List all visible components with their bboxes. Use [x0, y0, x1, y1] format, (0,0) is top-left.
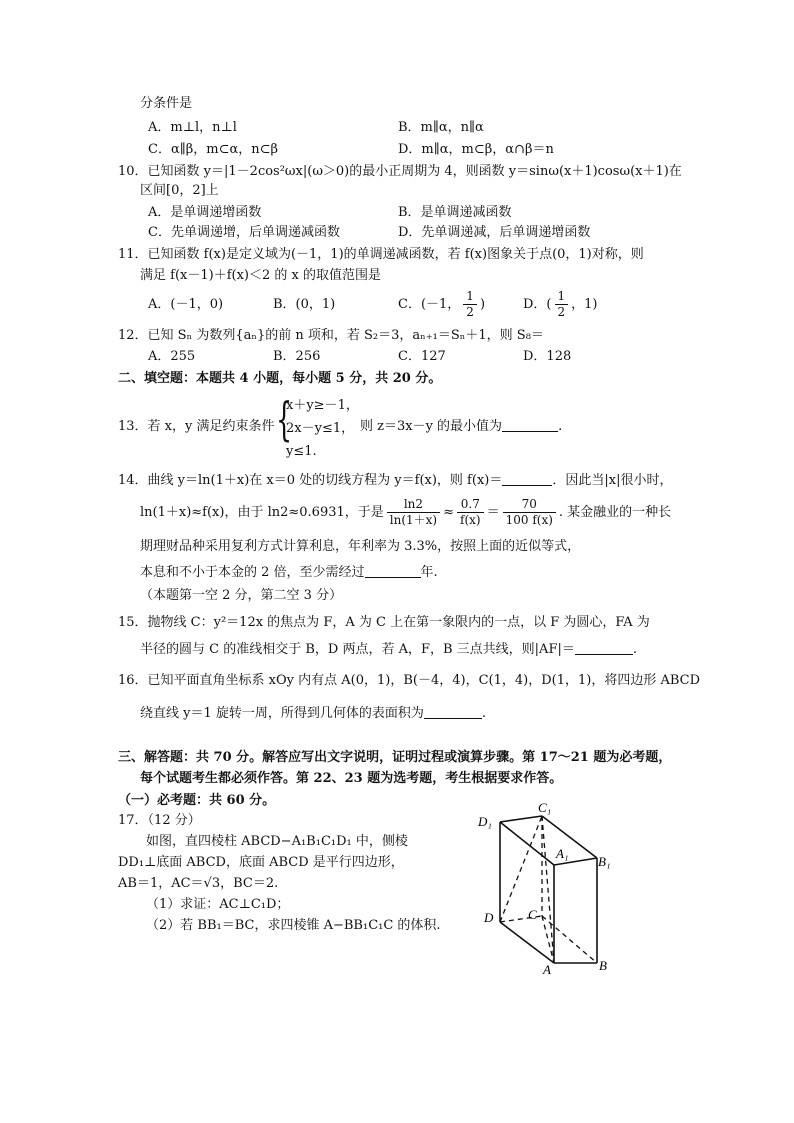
label-b1: B₁ [598, 854, 611, 869]
q17-line1: 如图，直四棱柱 ABCD−A₁B₁C₁D₁ 中，侧棱 [146, 834, 408, 849]
label-a: A [543, 962, 551, 977]
q14-line3: 期理财品种采用复利方式计算利息，年利率为 3.3%，按照上面的近似等式， [140, 539, 581, 554]
q9-option-b: B．m∥α，n∥α [398, 120, 484, 135]
label-c1: C₁ [538, 802, 552, 815]
q11-option-d: D．( $\frac{1}{2}$ ，1) [523, 289, 598, 319]
q17-line2: DD₁⊥底面 ABCD，底面 ABCD 是平行四边形， [118, 855, 404, 870]
section3-subheading: （一）必考题：共 60 分。 [118, 793, 276, 808]
label-b: B [599, 958, 607, 973]
q14-answer-blank-1[interactable] [502, 473, 552, 486]
prism-figure [470, 802, 620, 982]
q12-option-c: C．127 [398, 349, 446, 364]
q13-stem: 13．若 x，y 满足约束条件 [118, 419, 275, 434]
q14-line1: 14．曲线 y＝ln(1＋x)在 x＝0 处的切线方程为 y＝f(x)，则 f(x)＝ ．因此当|x|很小时， [118, 473, 673, 488]
q14-line4: 本息和不小于本金的 2 倍，至少需经过 年. [140, 565, 438, 580]
q13-constraint-3: y≤1. [286, 444, 317, 459]
q15-answer-blank[interactable] [575, 642, 633, 655]
q17-part2: （2）若 BB₁＝BC，求四棱锥 A−BB₁C₁C 的体积. [146, 918, 441, 933]
q15-line2: 半径的圆与 C 的准线相交于 B，D 两点，若 A，F，B 三点共线，则|AF|＝ . [140, 642, 637, 657]
q12-stem: 12．已知 Sₙ 为数列{aₙ}的前 n 项和，若 S₂＝3，aₙ₊₁＝Sₙ＋1，则 S₈＝ [118, 328, 544, 343]
section3-heading-line2: 每个试题考生都必须作答。第 22、23 题为选考题，考生根据要求作答。 [140, 771, 563, 786]
q10-option-b: B．是单调递减函数 [398, 205, 512, 220]
q9-option-d: D．m∥α，m⊂β，α∩β＝n [398, 142, 554, 157]
section2-heading: 二、填空题：本题共 4 小题，每小题 5 分，共 20 分。 [118, 371, 442, 386]
q17-part1: （1）求证：AC⊥C₁D； [146, 897, 290, 912]
q11-option-c: C．(－1， $\frac{1}{2}$ ) [398, 289, 486, 319]
q12-option-d: D．128 [523, 349, 572, 364]
q9-tail: 分条件是 [140, 96, 193, 111]
q13-brace: { [276, 392, 293, 446]
edge-c1b1 [542, 816, 597, 858]
q9-option-a: A．m⊥l，n⊥l [148, 120, 237, 135]
q11-option-a: A．(－1，0) [148, 297, 224, 312]
q9-option-c: C．α∥β，m⊂α，n⊂β [148, 142, 279, 157]
q10-option-d: D．先单调递减，后单调递增函数 [398, 225, 591, 240]
q16-line2: 绕直线 y＝1 旋转一周，所得到几何体的表面积为 . [140, 706, 487, 721]
q16-line1: 16．已知平面直角坐标系 xOy 内有点 A(0，1)，B(－4，4)，C(1，4)，D(1，1)，将四边形 ABCD [118, 673, 701, 688]
q11-option-b: B．(0，1) [273, 297, 336, 312]
q10-option-a: A．是单调递增函数 [148, 205, 262, 220]
q14-answer-blank-2[interactable] [365, 565, 421, 578]
q12-option-a: A．255 [148, 349, 196, 364]
edge-da [500, 922, 554, 963]
q13-question: 则 z＝3x－y 的最小值为 . [360, 419, 563, 434]
q16-answer-blank[interactable] [424, 706, 482, 719]
label-a1: A₁ [556, 846, 569, 861]
q11-stem-line2: 满足 f(x－1)＋f(x)＜2 的 x 的取值范围是 [140, 268, 381, 283]
label-d: D [484, 910, 494, 925]
q12-option-b: B．256 [273, 349, 321, 364]
edge-cb-hidden [542, 916, 597, 963]
label-d1: D₁ [478, 814, 492, 829]
q14-scoring-note: （本题第一空 2 分，第二空 3 分） [140, 588, 343, 603]
q17-line3: AB＝1，AC＝√3，BC＝2. [118, 876, 279, 891]
section3-heading-line1: 三、解答题：共 70 分。解答应写出文字说明，证明过程或演算步骤。第 17～21 题为必考题， [118, 750, 672, 765]
label-c: C [528, 907, 537, 922]
q13-constraint-1: x＋y≥－1， [286, 398, 359, 413]
q15-line1: 15．抛物线 C：y²＝12x 的焦点为 F，A 为 C 上在第一象限内的一点，以 F 为圆心，FA 为 [118, 615, 650, 630]
q14-line2: ln(1＋x)≈f(x)，由于 ln2≈0.6931，于是 $\frac{\ln 2}{\ln(1+x)}$ ≈ $\frac{0.7}{f(x)}$ ＝ $\frac{70}{100 f(x)}$ . 某金融业的一种长 [140, 497, 672, 527]
q10-stem-line1: 10．已知函数 y＝|1－2cos²ωx|(ω＞0)的最小正周期为 4，则函数 y＝sinω(x＋1)cosω(x＋1)在 [118, 164, 682, 179]
q17-heading: 17．（12 分） [118, 813, 201, 828]
edge-a1d1 [500, 822, 554, 865]
diag-c1a-hidden [542, 816, 554, 963]
q13-answer-blank[interactable] [502, 419, 558, 432]
q10-stem-line2: 区间[0，2]上 [140, 183, 219, 198]
q13-constraint-2: 2x－y≤1， [286, 421, 355, 436]
q11-stem-line1: 11．已知函数 f(x)是定义域为(－1，1)的单调递减函数，若 f(x)图象关于点(0，1)对称，则 [118, 247, 644, 262]
q10-option-c: C．先单调递增，后单调递减函数 [148, 225, 340, 240]
edge-d1c1 [500, 816, 542, 822]
